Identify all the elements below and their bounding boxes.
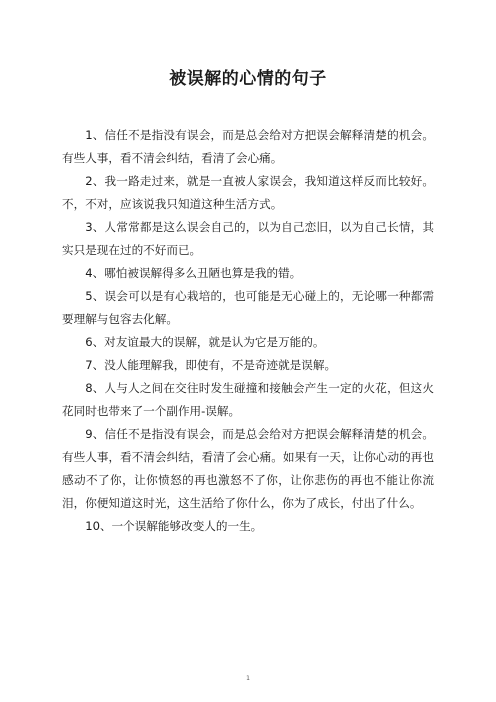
paragraph-8: 8、人与人之间在交往时发生碰撞和接触会产生一定的火花，但这火花同时也带来了一个副作用-误解。	[62, 381, 434, 418]
paragraph-5: 5、误会可以是有心栽培的，也可能是无心碰上的，无论哪一种都需要理解与包容去化解。	[62, 289, 434, 326]
paragraph-2: 2、我一路走过来，就是一直被人家误会，我知道这样反而比较好。不，不对，应该说我只知道这种生活方式。	[62, 174, 434, 211]
paragraph-7: 7、没人能理解我，即使有，不是奇迹就是误解。	[85, 358, 337, 372]
paragraph-9: 9、信任不是指没有误会，而是总会给对方把误会解释清楚的机会。有些人事，看不清会纠结，看清了会心痛。如果有一天，让你心动的再也感动不了你，让你愤怒的再也激怒不了你，让你悲伤的再也不能让你流泪，你便知道这时光，这生活给了你什么，你为了成长，付出了什么。	[62, 427, 434, 510]
paragraph-1: 1、信任不是指没有误会，而是总会给对方把误会解释清楚的机会。有些人事，看不清会纠结，看清了会心痛。	[62, 128, 434, 165]
paragraph-3: 3、人常常都是这么误会自己的，以为自己恋旧，以为自己长情，其实只是现在过的不好而已。	[62, 220, 434, 257]
paragraph-10: 10、一个误解能够改变人的一生。	[85, 519, 263, 533]
document-body	[62, 124, 434, 538]
page-number: 1	[246, 675, 250, 682]
paragraph-6: 6、对友谊最大的误解，就是认为它是万能的。	[85, 335, 325, 349]
paragraph-4: 4、哪怕被误解得多么丑陋也算是我的错。	[85, 266, 302, 280]
document-title: 被误解的心情的句子	[169, 69, 327, 89]
